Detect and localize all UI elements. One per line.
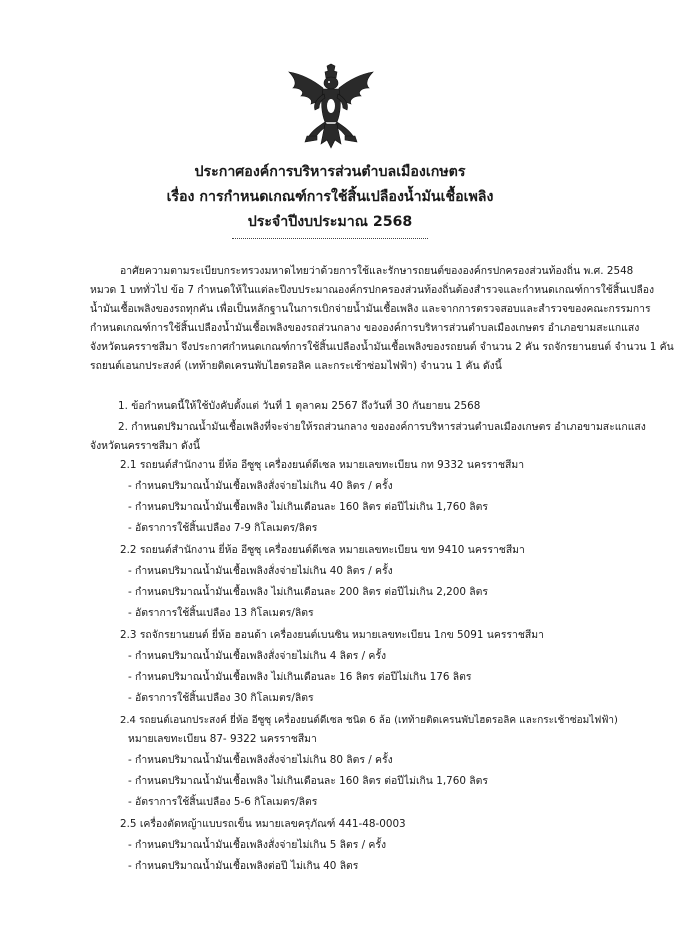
intro-line: หมวด 1 บททั่วไป ข้อ 7 กำหนดให้ในแต่ละปีงบประมาณองค์กรปกครองส่วนท้องถิ่นต้องสำรวจและกำหนดเกณฑ์การใช้สิ้นเปลือง [90,284,655,296]
vehicle-item: - กำหนดปริมาณน้ำมันเชื้อเพลิงต่อปี ไม่เกิน 40 ลิตร [128,860,359,872]
clause-2-line-1: 2. กำหนดปริมาณน้ำมันเชื้อเพลิงที่จะจ่ายให้รถส่วนกลาง ขององค์การบริหารส่วนตำบลเมืองเกษตร อำเภอขามสะแกแสง [118,421,646,433]
vehicle-item: - อัตราการใช้สิ้นเปลือง 7-9 กิโลเมตร/ลิตร [128,522,318,534]
vehicle-heading: 2.4 รถยนต์เอนกประสงค์ ยี่ห้อ อีซูซุ เครื่องยนต์ดีเซล ชนิด 6 ล้อ (เทท้ายติดเครนพับไฮดรอลิค และกระเช้าซ่อมไฟฟ้า) [120,715,618,726]
vehicle-item: - กำหนดปริมาณน้ำมันเชื้อเพลิงสั่งจ่ายไม่เกิน 40 ลิตร / ครั้ง [128,480,393,492]
title-line-1: ประกาศองค์การบริหารส่วนตำบลเมืองเกษตร [194,164,466,180]
vehicle-item: - กำหนดปริมาณน้ำมันเชื้อเพลิง ไม่เกินเดือนละ 160 ลิตร ต่อปีไม่เกิน 1,760 ลิตร [128,501,488,513]
vehicle-heading: 2.3 รถจักรยานยนต์ ยี่ห้อ ฮอนด้า เครื่องยนต์เบนซิน หมายเลขทะเบียน 1กข 5091 นครราชสีมา [120,629,544,641]
intro-line: รถยนต์เอนกประสงค์ (เทท้ายติดเครนพับไฮดรอลิค และกระเช้าซ่อมไฟฟ้า) จำนวน 1 คัน ดังนี้ [90,360,502,372]
vehicle-item: - กำหนดปริมาณน้ำมันเชื้อเพลิง ไม่เกินเดือนละ 16 ลิตร ต่อปีไม่เกิน 176 ลิตร [128,671,472,683]
announcement-title [0,160,660,235]
clause-1: 1. ข้อกำหนดนี้ให้ใช้บังคับตั้งแต่ วันที่ 1 ตุลาคม 2567 ถึงวันที่ 30 กันยายน 2568 [118,400,481,412]
vehicle-item: - กำหนดปริมาณน้ำมันเชื้อเพลิงสั่งจ่ายไม่เกิน 5 ลิตร / ครั้ง [128,839,387,851]
intro-paragraph [90,262,674,376]
title-line-3: ประจำปีงบประมาณ 2568 [247,214,413,230]
vehicle-item: - กำหนดปริมาณน้ำมันเชื้อเพลิงสั่งจ่ายไม่เกิน 40 ลิตร / ครั้ง [128,565,393,577]
vehicle-item: - อัตราการใช้สิ้นเปลือง 5-6 กิโลเมตร/ลิตร [128,796,318,808]
intro-line: จังหวัดนครราชสีมา จึงประกาศกำหนดเกณฑ์การใช้สิ้นเปลืองน้ำมันเชื้อเพลิงของรถยนต์ จำนวน 2 คัน รถจักรยานยนต์ จำนวน 1 คัน [90,341,674,353]
vehicle-heading: 2.2 รถยนต์สำนักงาน ยี่ห้อ อีซูซุ เครื่องยนต์ดีเซล หมายเลขทะเบียน ขท 9410 นครราชสีมา [120,544,525,556]
vehicle-item: - กำหนดปริมาณน้ำมันเชื้อเพลิง ไม่เกินเดือนละ 160 ลิตร ต่อปีไม่เกิน 1,760 ลิตร [128,775,488,787]
vehicle-item: - อัตราการใช้สิ้นเปลือง 30 กิโลเมตร/ลิตร [128,692,314,704]
vehicle-item: - กำหนดปริมาณน้ำมันเชื้อเพลิง ไม่เกินเดือนละ 200 ลิตร ต่อปีไม่เกิน 2,200 ลิตร [128,586,488,598]
vehicle-heading: 2.1 รถยนต์สำนักงาน ยี่ห้อ อีซูซุ เครื่องยนต์ดีเซล หมายเลขทะเบียน กท 9332 นครราชสีมา [120,459,525,471]
intro-line: น้ำมันเชื้อเพลิงของรถทุกคัน เพื่อเป็นหลักฐานในการเบิกจ่ายน้ำมันเชื้อเพลิง และจากการตรวจสอบและสำรวจของคณะกรรมการ [90,303,651,315]
vehicle-heading-line-2: หมายเลขทะเบียน 87- 9322 นครราชสีมา [128,733,317,745]
title-line-2: เรื่อง การกำหนดเกณฑ์การใช้สิ้นเปลืองน้ำมันเชื้อเพลิง [166,189,494,205]
intro-line: อาศัยความตามระเบียบกระทรวงมหาดไทยว่าด้วยการใช้และรักษารถยนต์ขององค์กรปกครองส่วนท้องถิ่น พ.ศ. 2548 [120,265,634,277]
vehicle-item: - กำหนดปริมาณน้ำมันเชื้อเพลิงสั่งจ่ายไม่เกิน 4 ลิตร / ครั้ง [128,650,387,662]
garuda-emblem-icon [283,64,379,150]
vehicle-item: - กำหนดปริมาณน้ำมันเชื้อเพลิงสั่งจ่ายไม่เกิน 80 ลิตร / ครั้ง [128,754,393,766]
vehicle-heading: 2.5 เครื่องตัดหญ้าแบบรถเข็น หมายเลขครุภัณฑ์ 441-48-0003 [120,818,406,830]
clause-2-line-2: จังหวัดนครราชสีมา ดังนี้ [90,440,200,452]
vehicle-item: - อัตราการใช้สิ้นเปลือง 13 กิโลเมตร/ลิตร [128,607,314,619]
intro-line: กำหนดเกณฑ์การใช้สิ้นเปลืองน้ำมันเชื้อเพลิงของรถส่วนกลาง ขององค์การบริหารส่วนตำบลเมืองเกษตร อำเภอขามสะแกแสง [90,322,640,334]
title-separator [232,238,428,239]
